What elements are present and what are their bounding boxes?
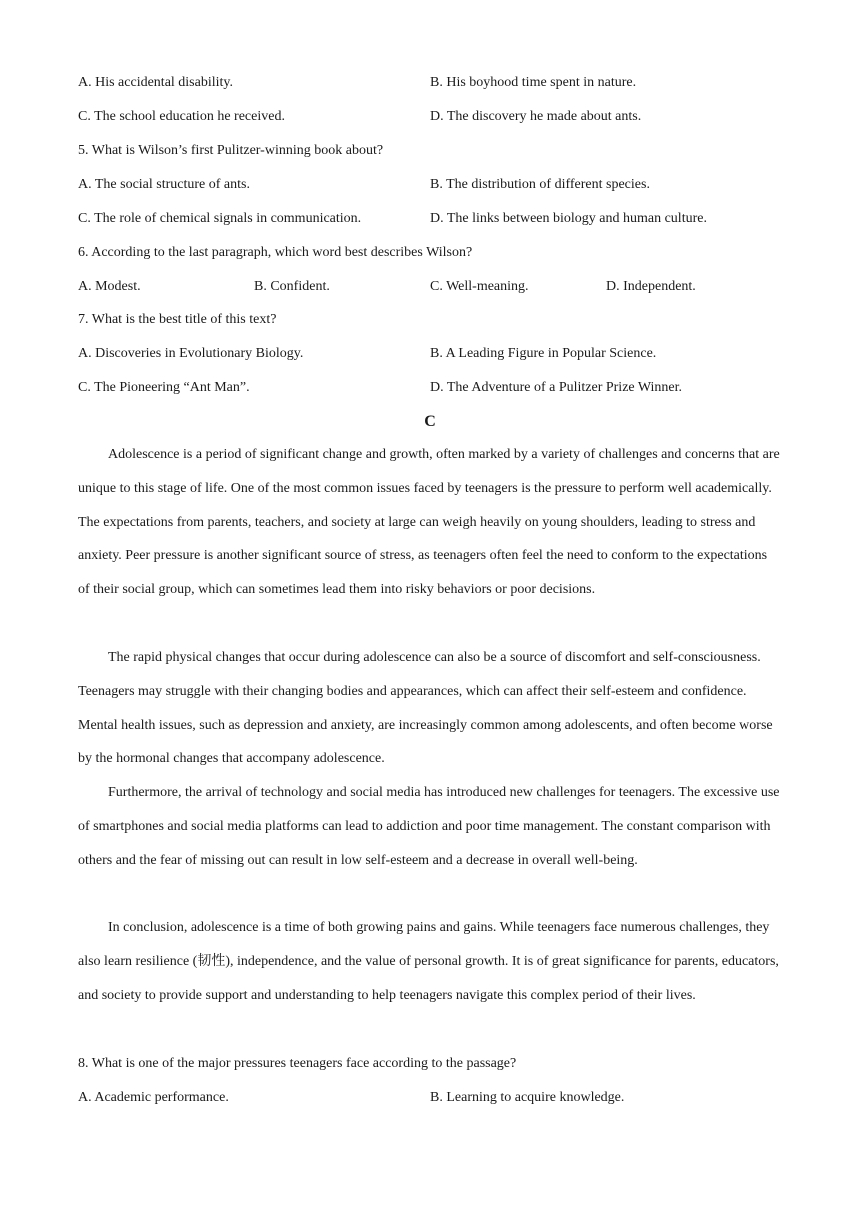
q4-option-d: D. The discovery he made about ants. (430, 109, 642, 124)
q7-option-a: A. Discoveries in Evolutionary Biology. (78, 346, 304, 361)
q5-stem: 5. What is Wilson’s first Pulitzer-winning book about? (78, 143, 384, 158)
q8-option-b: B. Learning to acquire knowledge. (430, 1090, 625, 1105)
q5-option-b: B. The distribution of different species. (430, 177, 650, 192)
q5-option-a: A. The social structure of ants. (78, 177, 250, 192)
q6-option-d: D. Independent. (606, 279, 696, 294)
section-c-paragraph-1: Adolescence is a period of significant change and growth, often marked by a variety of challenges and concerns that are unique to this stage of life. One of the most common issues faced by teenagers is the pressure to perform well academically. The expectations from parents, teachers, and society at large can weigh heavily on young shoulders, leading to stress and anxiety. Peer pressure is another significant source of stress, as teenagers often feel the need to conform to the expectations of their social group, which can sometimes lead them into risky behaviors or poor decisions. (78, 447, 780, 598)
q4-option-c: C. The school education he received. (78, 109, 285, 124)
q6-stem: 6. According to the last paragraph, which word best describes Wilson? (78, 245, 473, 260)
section-c-paragraph-2: The rapid physical changes that occur during adolescence can also be a source of discomfort and self-consciousness. Teenagers may struggle with their changing bodies and appearances, which can affect their self-esteem and confidence. Mental health issues, such as depression and anxiety, are increasingly common among adolescents, and often become worse by the hormonal changes that accompany adolescence. (78, 650, 773, 767)
q4-option-b: B. His boyhood time spent in nature. (430, 75, 637, 90)
q8-option-a: A. Academic performance. (78, 1090, 229, 1105)
q7-option-c: C. The Pioneering “Ant Man”. (78, 380, 250, 395)
q7-option-d: D. The Adventure of a Pulitzer Prize Winner. (430, 380, 683, 395)
section-c-paragraph-3: Furthermore, the arrival of technology and social media has introduced new challenges for teenagers. The excessive use of smartphones and social media platforms can lead to addiction and poor time management. The constant comparison with others and the fear of missing out can result in low self-esteem and a decrease in overall well-being. (78, 785, 780, 868)
q4-option-a: A. His accidental disability. (78, 75, 233, 90)
q7-stem: 7. What is the best title of this text? (78, 312, 277, 327)
q7-option-b: B. A Leading Figure in Popular Science. (430, 346, 657, 361)
q6-option-a: A. Modest. (78, 279, 141, 294)
section-c-paragraph-4: In conclusion, adolescence is a time of both growing pains and gains. While teenagers face numerous challenges, they also learn resilience (韧性), independence, and the value of personal growth. It is of great significance for parents, educators, and society to provide support and understanding to help teenagers navigate this complex period of their lives. (78, 920, 779, 1003)
section-c-title: C (424, 413, 436, 430)
q5-option-d: D. The links between biology and human culture. (430, 211, 707, 226)
q8-stem: 8. What is one of the major pressures teenagers face according to the passage? (78, 1056, 517, 1071)
q5-option-c: C. The role of chemical signals in communication. (78, 211, 362, 226)
q6-option-b: B. Confident. (254, 279, 330, 294)
q6-option-c: C. Well-meaning. (430, 279, 529, 294)
